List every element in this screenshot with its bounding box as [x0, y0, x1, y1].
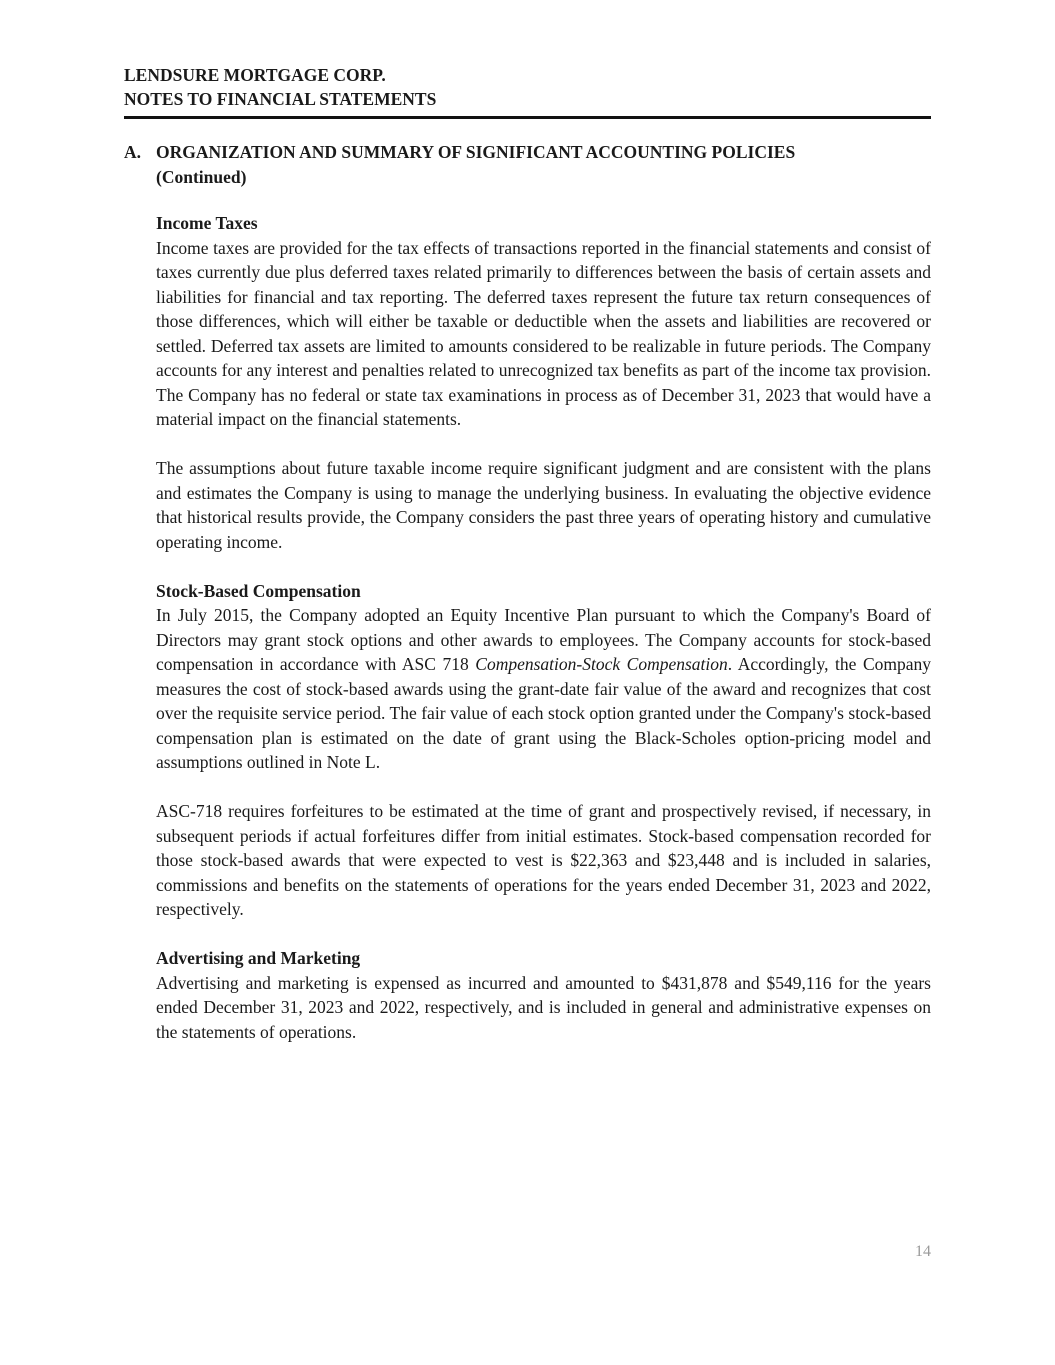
page-number: 14: [915, 1243, 931, 1260]
income-taxes-heading: Income Taxes: [156, 213, 258, 233]
spacer: [156, 432, 931, 457]
section-heading: [124, 140, 931, 189]
section-letter: A.: [124, 142, 142, 162]
stock-compensation-text-end: . Accordingly, the Company measures the cost of stock-based awards using the grant-date fair value of the award and recognizes that cost over the requisite service period. The fair value of each stock option granted under the Company's stock-based compensation plan is estimated on the date of grant using the Black-Scholes option-pricing model and assumptions outlined in Note L.: [156, 654, 931, 772]
income-taxes-paragraph-2: The assumptions about future taxable income require significant judgment and are consistent with the plans and estimates the Company is using to manage the underlying business. In evaluating the objective evidence that historical results provide, the Company considers the past three years of operating history and cumulative operating income.: [156, 458, 931, 552]
spacer: [156, 775, 931, 800]
section-title-line1: ORGANIZATION AND SUMMARY OF SIGNIFICANT ACCOUNTING POLICIES: [156, 142, 796, 162]
page-header: [124, 63, 931, 111]
stock-compensation-heading: Stock-Based Compensation: [156, 580, 361, 601]
advertising-paragraph: Advertising and marketing is expensed as incurred and amounted to $431,878 and $549,116 for the years ended December 31, 2023 and 2022, respectively, and is included in general and administrative expenses on the statements of operations.: [156, 972, 931, 1042]
company-name: LENDSURE MORTGAGE CORP.: [124, 65, 386, 85]
asc-718-title: Compensation-Stock Compensation: [475, 654, 728, 674]
stock-compensation-text-start: In July 2015, the Company adopted an Equity Incentive Plan pursuant to which the Company's Board of Directors may grant stock options and other awards to employees. The Company accounts for stock-based compensation in accordance with ASC 718: [156, 605, 931, 674]
section-title: [156, 140, 931, 189]
advertising-heading: Advertising and Marketing: [156, 948, 361, 968]
section-title-line2: (Continued): [156, 166, 247, 187]
document-title: NOTES TO FINANCIAL STATEMENTS: [124, 89, 437, 109]
spacer: [156, 554, 931, 579]
section-content: [156, 211, 931, 1044]
stock-compensation-paragraph-1: [156, 603, 931, 775]
spacer: [156, 922, 931, 947]
income-taxes-paragraph-1: Income taxes are provided for the tax effects of transactions reported in the financial statements and consist of taxes currently due plus deferred taxes related primarily to differences between the basis of certain assets and liabilities for financial and tax reporting. The deferred taxes represent the future tax return consequences of those differences, which will either be taxable or deductible when the assets and liabilities are recovered or settled. Deferred tax assets are limited to amounts considered to be realizable in future periods. The Company accounts for any interest and penalties related to unrecognized tax benefits as part of the income tax provision. The Company has no federal or state tax examinations in process as of December 31, 2023 that would have a material impact on the financial statements.: [156, 237, 931, 429]
header-divider: [124, 116, 931, 119]
stock-compensation-paragraph-2: ASC-718 requires forfeitures to be estimated at the time of grant and prospectively revised, if necessary, in subsequent periods if actual forfeitures differ from initial estimates. Stock-based compensation recorded for those stock-based awards that were expected to vest is $22,363 and $23,448 and is included in salaries, commissions and benefits on the statements of operations for the years ended December 31, 2023 and 2022, respectively.: [156, 801, 931, 919]
